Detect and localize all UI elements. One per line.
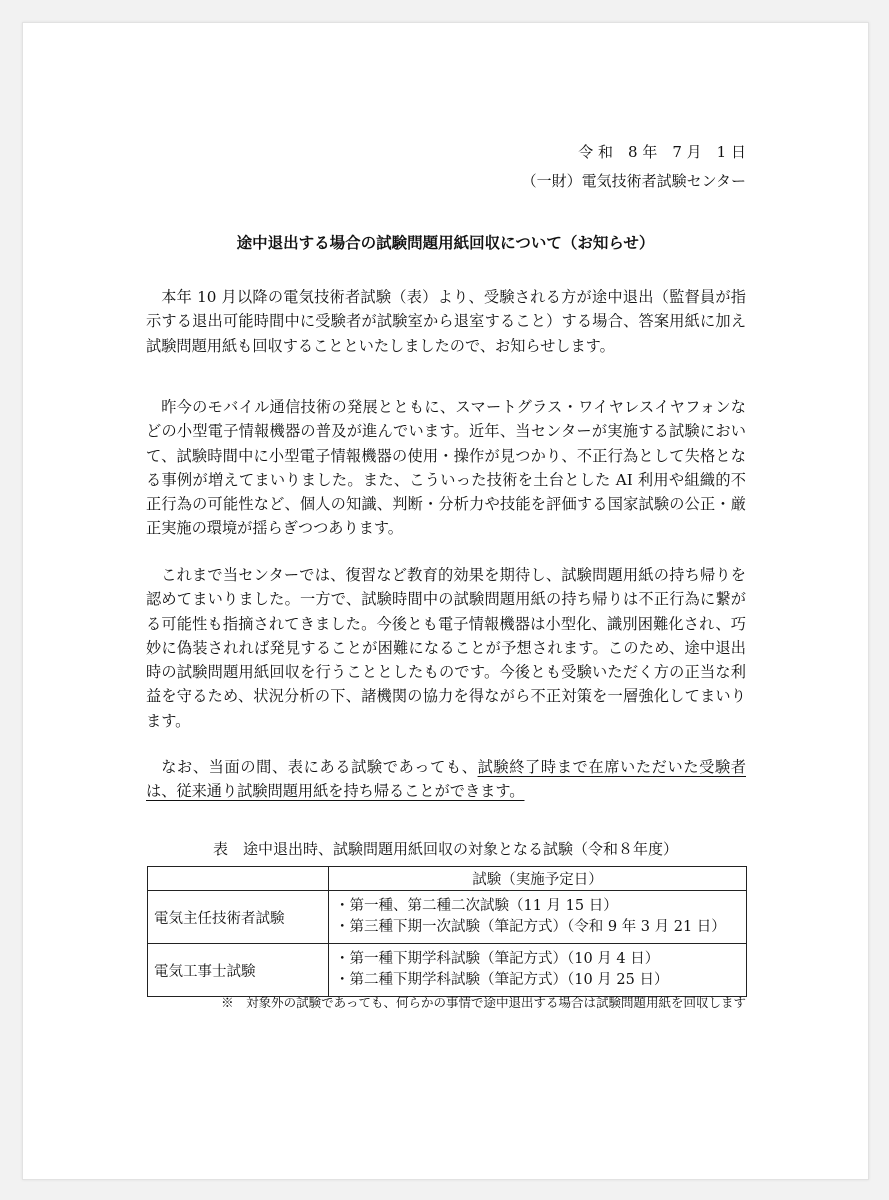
table-row [148, 944, 747, 997]
footnote: ※ 対象外の試験であっても、何らかの事情で途中退出する場合は試験問題用紙を回収します [221, 995, 746, 1010]
exam-items-cell [329, 891, 747, 944]
paragraph-exception-lead: なお、当面の間、表にある試験であっても、 [161, 758, 478, 776]
exam-items-cell [329, 944, 747, 997]
paragraph-background: 昨今のモバイル通信技術の発展とともに、スマートグラス・ワイヤレスイヤフォンなどの小型電子情報機器の普及が進んでいます。近年、当センターが実施する試験において、試験時間中に小型電子情報機器の使用・操作が見つかり、不正行為として失格となる事例が増えてまいりました。また、こういった技術を土台とした AI 利用や組織的不正行為の可能性など、個人の知識、判断・分析力や技能を評価する国家試験の公正・厳正実施の環境が揺らぎつつあります。 [146, 398, 746, 538]
exam-item: ・第一種、第二種二次試験（11 月 15 日） [335, 898, 618, 914]
paragraph-exception [146, 755, 746, 804]
paragraph-announcement: 本年 10 月以降の電気技術者試験（表）より、受験される方が途中退出（監督員が指示する退出可能時間中に受験者が試験室から退室すること）する場合、答案用紙に加え試験問題用紙も回収することといたしましたので、お知らせします。 [146, 288, 746, 355]
table-caption: 表 途中退出時、試験問題用紙回収の対象となる試験（令和８年度） [212, 840, 678, 858]
table-header-cell: 試験（実施予定日） [329, 867, 747, 891]
exam-item: ・第二種下期学科試験（筆記方式）（10 月 25 日） [335, 972, 669, 988]
exam-name-cell: 電気工事士試験 [148, 944, 329, 997]
exam-name-cell: 電気主任技術者試験 [148, 891, 329, 944]
paragraph-exception-underlined: 試験終了時まで在席いただいた受験者は、従来通り試験問題用紙を持ち帰ることができます。 [146, 758, 746, 801]
table-row [148, 891, 747, 944]
exam-item: ・第三種下期一次試験（筆記方式）（令和 9 年 3 月 21 日） [335, 919, 726, 935]
exam-table [147, 866, 747, 997]
document-page [22, 22, 869, 1180]
issuer-name: （一財）電気技術者試験センター [521, 172, 746, 190]
table-header-empty [148, 867, 329, 891]
table-header-row [148, 867, 747, 891]
issue-date: 令 和 8 年 7 月 1 日 [578, 143, 746, 161]
paragraph-reason: これまで当センターでは、復習など教育的効果を期待し、試験問題用紙の持ち帰りを認めてまいりました。一方で、試験時間中の試験問題用紙の持ち帰りは不正行為に繋がる可能性も指摘されてきました。今後とも電子情報機器は小型化、識別困難化され、巧妙に偽装されれば発見することが困難になることが予想されます。このため、途中退出時の試験問題用紙回収を行うこととしたものです。今後とも受験いただく方の正当な利益を守るため、状況分析の下、諸機関の協力を得ながら不正対策を一層強化してまいります。 [146, 566, 746, 730]
exam-item: ・第一種下期学科試験（筆記方式）（10 月 4 日） [335, 951, 660, 967]
document-title: 途中退出する場合の試験問題用紙回収について（お知らせ） [236, 234, 655, 252]
